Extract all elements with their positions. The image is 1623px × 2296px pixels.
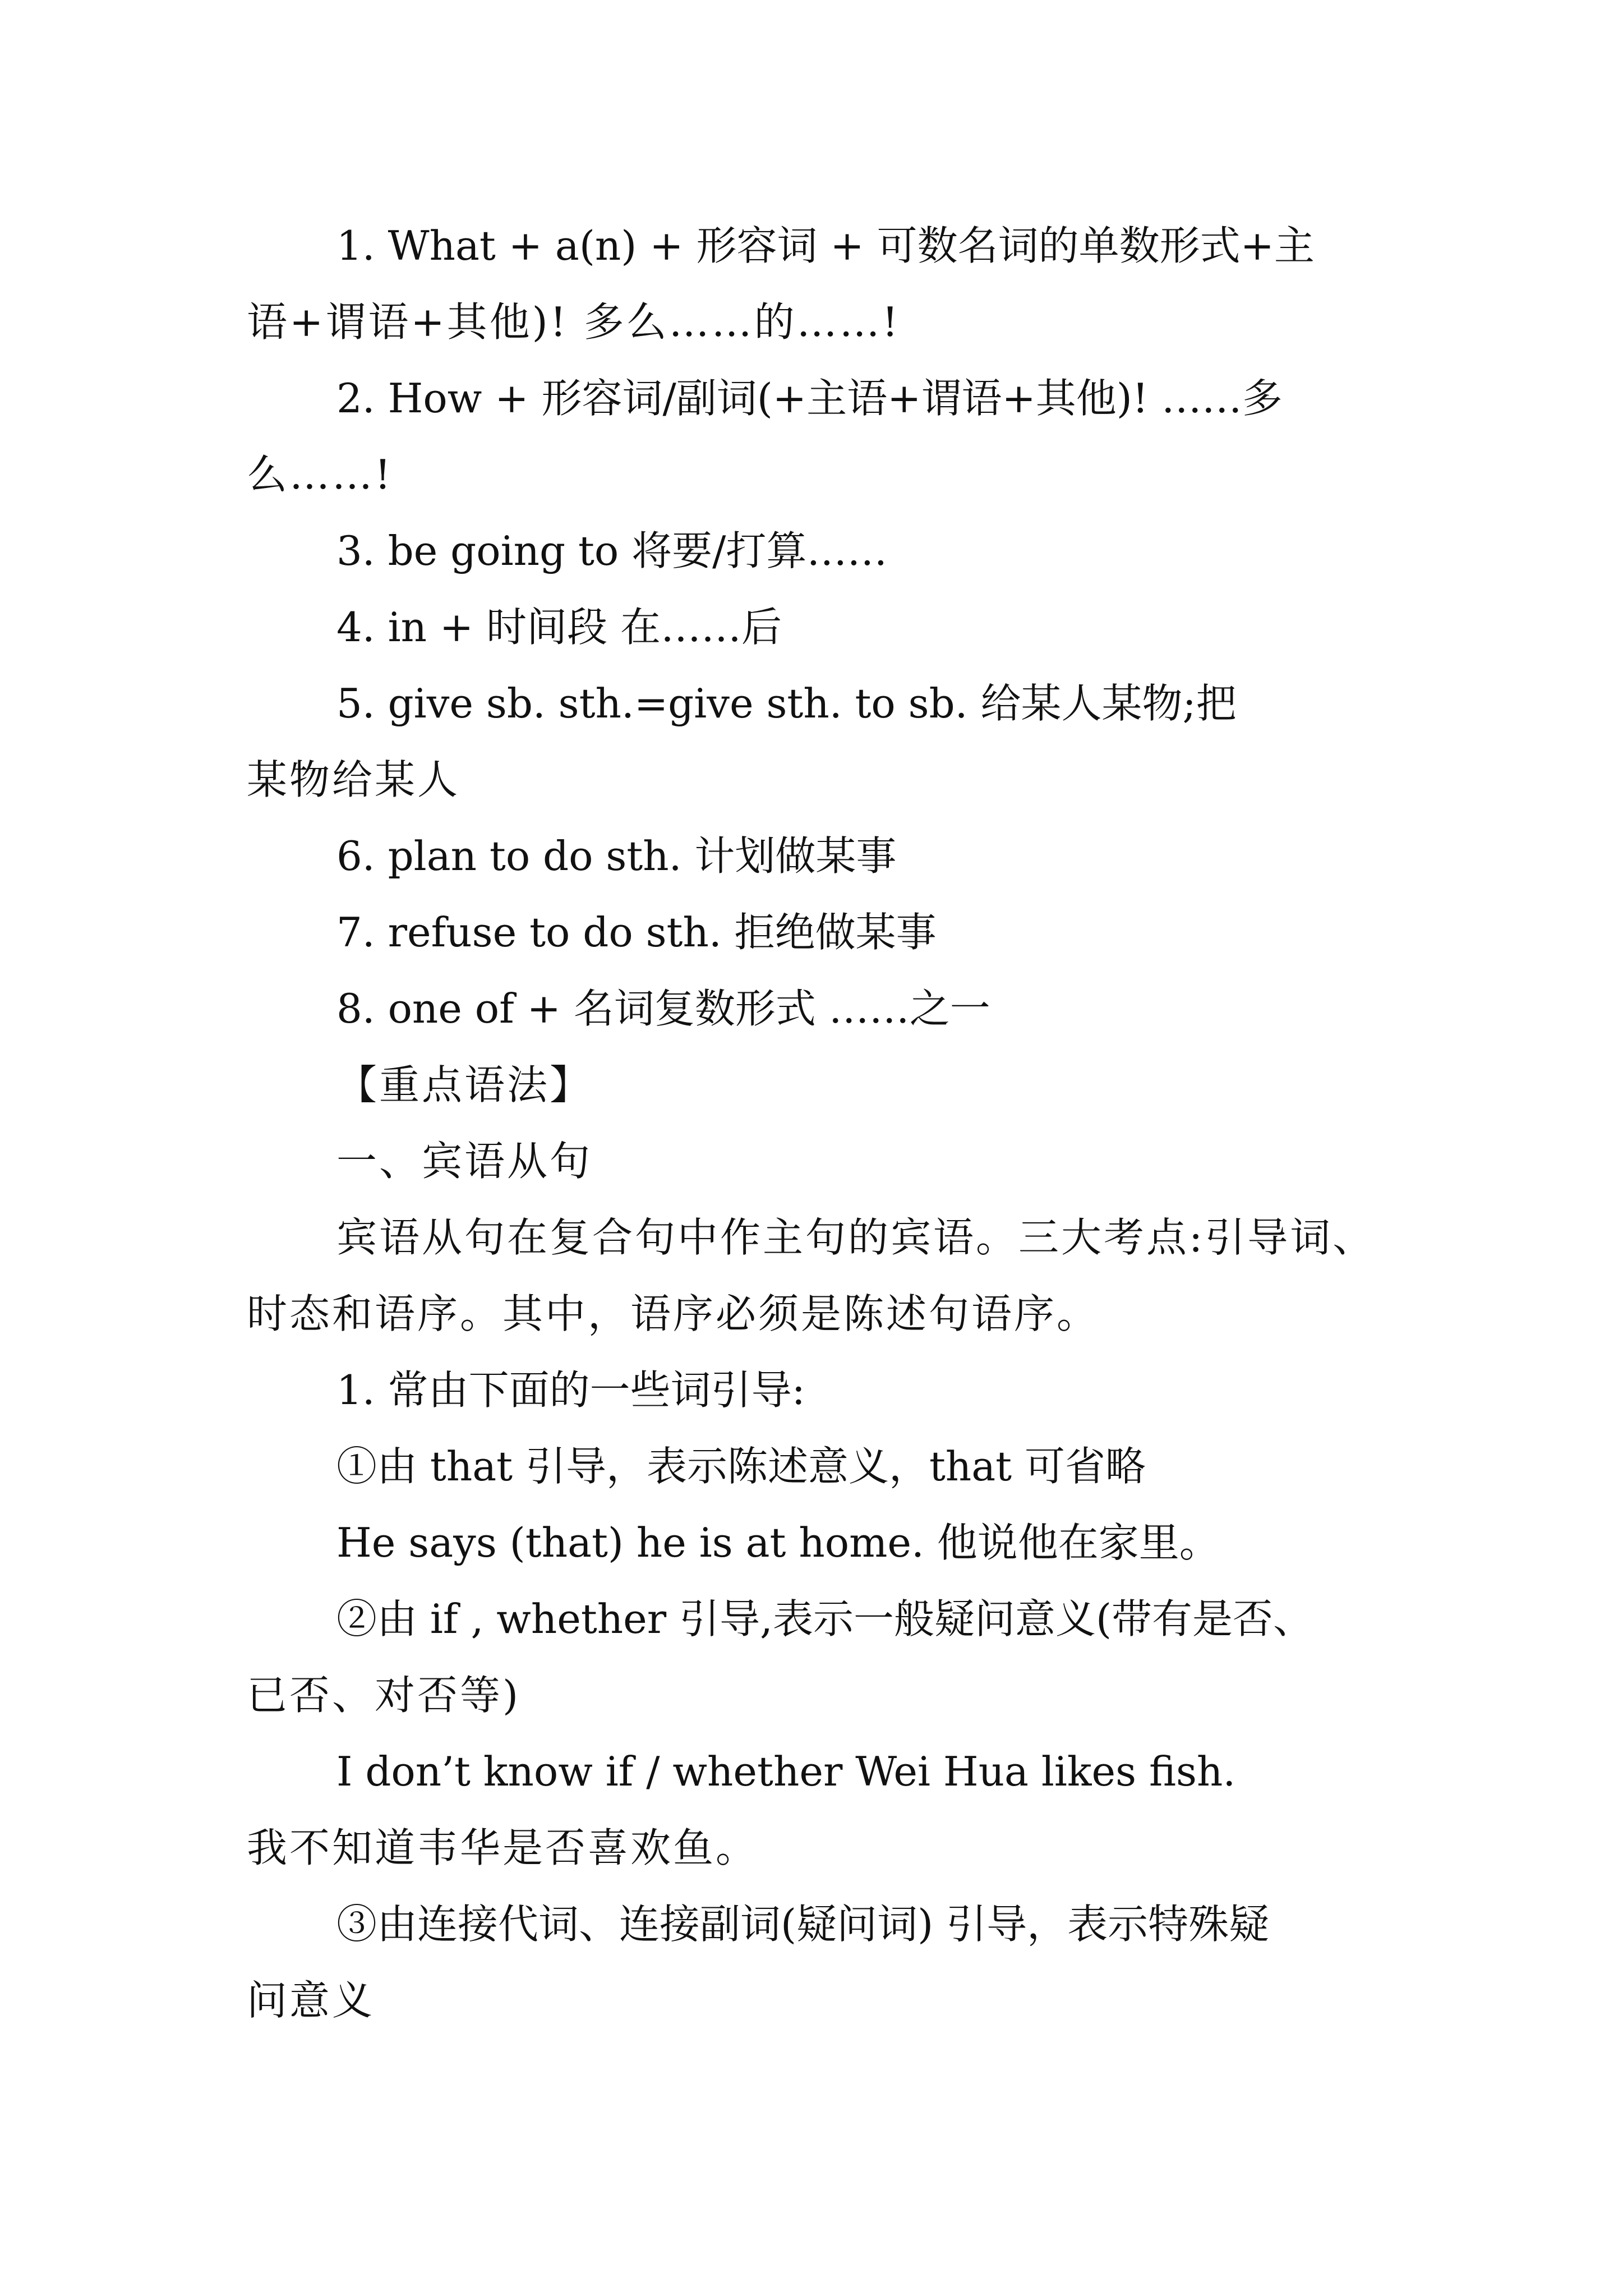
subsection-heading: 一、宾语从句 [336, 1138, 593, 1185]
text-line-4: 么……! [247, 451, 393, 498]
text-line-24: 问意义 [247, 1977, 375, 2024]
text-line-8: 某物给某人 [247, 756, 460, 803]
text-line-19: ②由 if , whether 引导,表示一般疑问意义(带有是否、 [336, 1595, 1314, 1642]
text-line-5: 3. be going to 将要/打算…… [336, 527, 888, 574]
text-line-7: 5. give sb. sth.=give sth. to sb. 给某人某物;把 [336, 680, 1237, 727]
text-line-16: 1. 常由下面的一些词引导: [336, 1366, 805, 1414]
text-line-23: ③由连接代词、连接副词(疑问词) 引导，表示特殊疑 [336, 1901, 1270, 1948]
text-line-14: 宾语从句在复合句中作主句的宾语。三大考点:引导词、 [336, 1214, 1376, 1261]
text-line-15: 时态和语序。其中，语序必须是陈述句语序。 [247, 1290, 1100, 1337]
text-line-20: 已否、对否等) [247, 1672, 521, 1719]
text-line-2: 语+谓语+其他)! 多么……的……! [247, 298, 901, 346]
text-line-10: 7. refuse to do sth. 拒绝做某事 [336, 909, 937, 956]
text-line-3: 2. How + 形容词/副词(+主语+谓语+其他)! ……多 [336, 375, 1283, 422]
text-line-6: 4. in + 时间段 在……后 [336, 604, 782, 651]
text-line-22: 我不知道韦华是否喜欢鱼。 [247, 1824, 759, 1871]
example-sentence-2: I don’t know if / whether Wei Hua likes fish. [336, 1748, 1236, 1795]
text-line-11: 8. one of + 名词复数形式 ……之一 [336, 985, 990, 1032]
text-line-17: ①由 that 引导，表示陈述意义，that 可省略 [336, 1443, 1146, 1490]
example-sentence-1: He says (that) he is at home. 他说他在家里。 [336, 1519, 1220, 1566]
text-line-9: 6. plan to do sth. 计划做某事 [336, 832, 897, 880]
section-heading: 【重点语法】 [336, 1061, 593, 1108]
text-line-1: 1. What + a(n) + 形容词 + 可数名词的单数形式+主 [336, 222, 1315, 269]
